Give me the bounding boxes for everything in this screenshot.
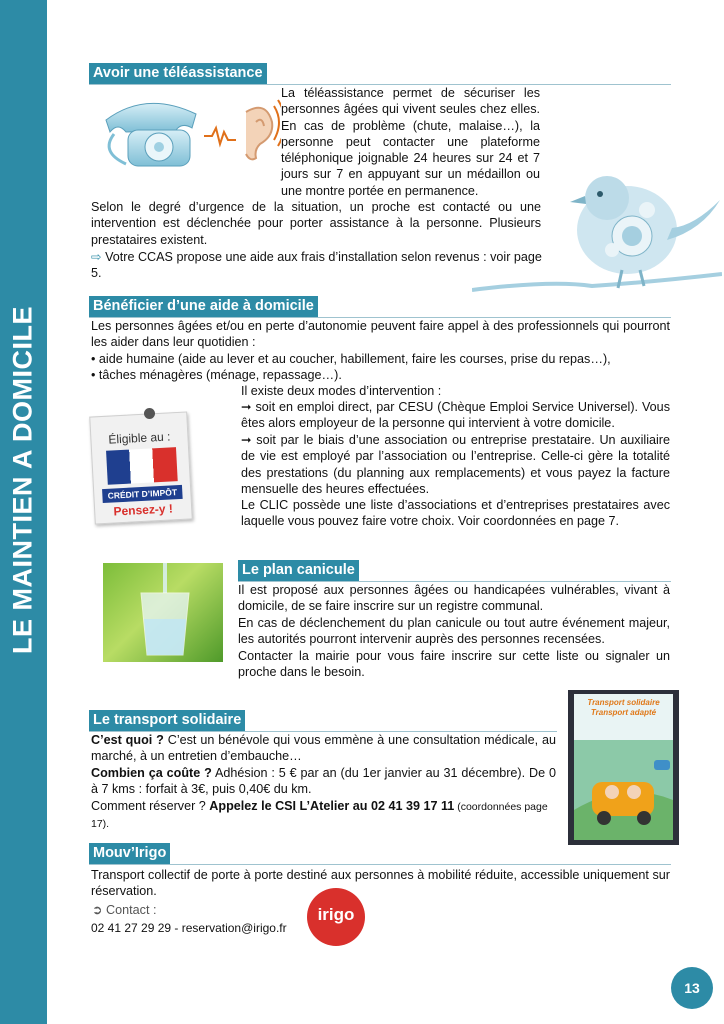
aide-domicile-mode-1: ➞ soit en emploi direct, par CESU (Chèque Emploi Service Universel). Vous êtes alors employeur de la personne qui intervient à votre domicile. (241, 400, 670, 431)
mouv-paragraph: Transport collectif de porte à porte destiné aux personnes à mobilité réduite, accessible uniquement sur réservation. (91, 868, 670, 899)
canicule-paragraph-2: En cas de déclenchement du plan canicule ou tout autre événement majeur, les autorités pourront intervenir auprès des personnes recensées. (238, 616, 670, 647)
transport-answer-2: Adhésion : 5 € par an (du 1er janvier au 31 décembre). De 0 à 7 kms : forfait à 3€, puis 0,40€ du km. (91, 766, 556, 797)
transport-question-3: Comment réserver ? (91, 799, 210, 813)
tax-credit-badge (92, 408, 188, 520)
badge-bottom-text: Pensez-y ! (113, 501, 174, 519)
aide-domicile-bullet-2: • tâches ménagères (ménage, repassage…). (91, 368, 342, 382)
transport-paragraph-3 (91, 798, 566, 833)
badge-middle-text: CRÉDIT D’IMPÔT (102, 485, 183, 503)
mouv-contact-label: ➲ Contact : (92, 903, 157, 917)
irigo-logo (307, 888, 365, 946)
section-title-aide-domicile: Bénéficier d’une aide à domicile (89, 296, 318, 317)
transport-note: (coordonnées page 17). (91, 801, 548, 831)
transport-poster (568, 690, 679, 845)
teleassistance-note (91, 249, 551, 282)
aide-domicile-clic: Le CLIC possède une liste d’associations et d’entreprises prestataires avec laquelle vous pouvez faire votre choix. Voir coordonnées en page 7. (241, 498, 670, 529)
transport-paragraph-1 (91, 732, 556, 765)
section-title-teleassistance: Avoir une téléassistance (89, 63, 267, 84)
poster-line-2: Transport adapté (590, 708, 657, 717)
section-title-mouv: Mouv’Irigo (89, 843, 170, 864)
sidebar (0, 0, 47, 1024)
water-glass-photo (103, 563, 223, 662)
arrow-right-icon: ⇨ (91, 250, 102, 264)
canicule-paragraph-3: Contacter la mairie pour vous faire inscrire sur cette liste ou signaler un proche dans le besoin. (238, 649, 670, 680)
aide-domicile-intro: Les personnes âgées et/ou en perte d’autonomie peuvent faire appel à des professionnels qui pourront les aider dans leur quotidien : (91, 319, 670, 350)
transport-phone: Appelez le CSI L’Atelier au 02 41 39 17 11 (209, 799, 455, 813)
teleassistance-note-text: Votre CCAS propose une aide aux frais d’installation selon revenus : voir page 5. (91, 250, 542, 281)
page-number: 13 (671, 967, 713, 1009)
aide-domicile-bullet-1: • aide humaine (aide au lever et au coucher, habillement, faire les courses, prise du repas…), (91, 352, 611, 366)
section-title-canicule: Le plan canicule (238, 560, 359, 581)
telephone-illustration (96, 92, 281, 176)
transport-paragraph-2 (91, 765, 556, 798)
transport-question-1: C’est quoi ? (91, 733, 164, 747)
section-rule (89, 864, 671, 865)
teleassistance-paragraph-1: La téléassistance permet de sécuriser les personnes âgées qui vivent seules chez elles. En cas de problème (chute, malaise…), la personne peut contacter une plateforme téléphonique joignable 24 heures sur 24 et 7 jours sur 7 en appuyant sur un médaillon ou une montre portée en permanence. (281, 86, 540, 198)
sidebar-title: LE MAINTIEN A DOMICILE (7, 306, 38, 654)
transport-question-2: Combien ça coûte ? (91, 766, 212, 780)
ear-icon (246, 100, 281, 159)
transport-answer-1: C’est un bénévole qui vous emmène à une consultation médicale, au marché, à un entretien d’embauche… (91, 733, 556, 764)
canicule-paragraph-1: Il est proposé aux personnes âgées ou handicapées vulnérables, vivant à domicile, de se faire inscrire sur un registre communal. (238, 583, 670, 614)
section-title-transport: Le transport solidaire (89, 710, 245, 731)
irigo-logo-text: irigo (317, 905, 355, 924)
marianne-logo (106, 447, 178, 485)
badge-top-text: Éligible au : (108, 429, 171, 447)
poster-car-illustration (574, 720, 673, 840)
aide-domicile-mode-2: ➞ soit par le biais d’une association ou entreprise prestataire. Un auxiliaire de vie est employé par l’association ou l’entreprise. Celle-ci gère la totalité des prestations (du planning aux remplacements) et vous payez la facture mensuelle des heures effectuées. (241, 433, 670, 496)
pin-icon (144, 408, 155, 419)
aide-domicile-modes-intro: Il existe deux modes d’intervention : (241, 384, 442, 398)
mouv-contact: 02 41 27 29 29 - reservation@irigo.fr (91, 921, 287, 935)
poster-line-1: Transport solidaire (587, 698, 660, 707)
teleassistance-paragraph-2: Selon le degré d’urgence de la situation, un proche est contacté ou une intervention est déclenchée pour porter assistance à la personne. Plusieurs prestataires existent. (91, 200, 541, 247)
